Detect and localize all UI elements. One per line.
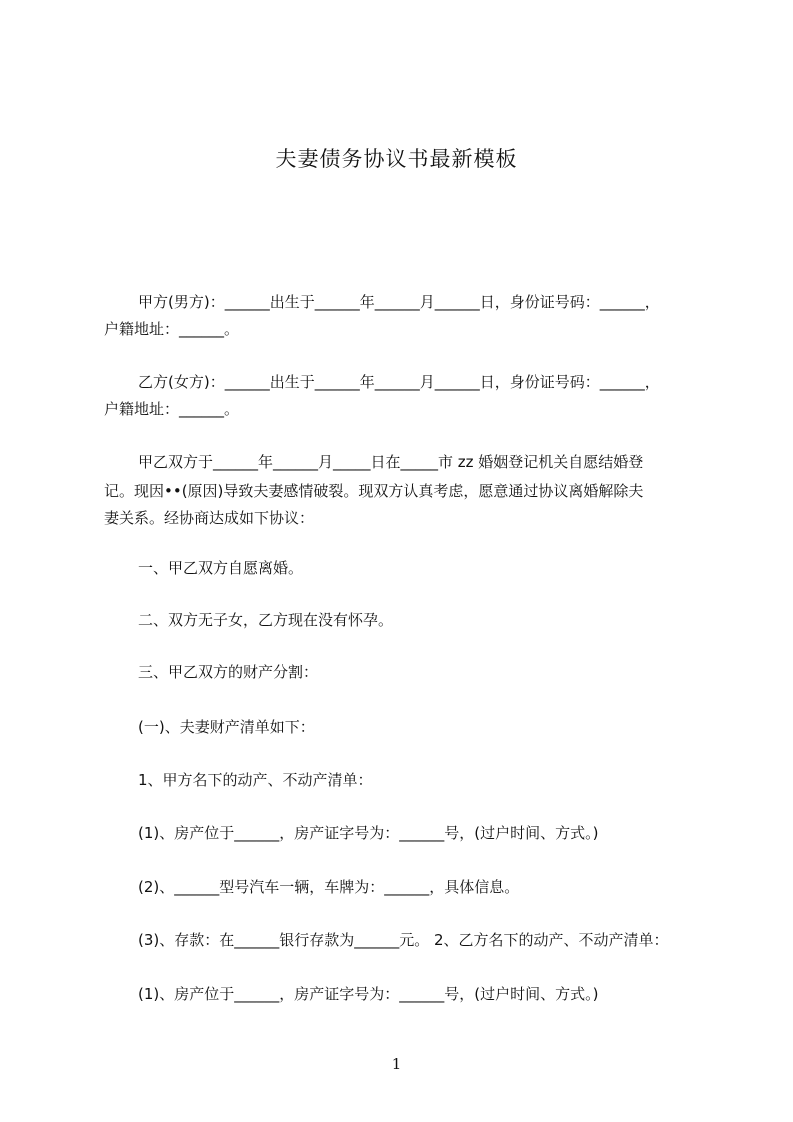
party-b-line-2: 户籍地址：______。 <box>104 400 240 418</box>
intro-continued <box>104 478 704 532</box>
document-title: 夫妻债务协议书最新模板 <box>275 147 518 171</box>
party-a-line-2: 户籍地址：______。 <box>104 320 240 338</box>
intro-line-3: 妻关系。经协商达成如下协议： <box>104 509 315 527</box>
party-b-address <box>104 396 704 423</box>
party-a-address <box>104 316 704 343</box>
party-a-paragraph <box>104 289 738 316</box>
list-a-heading: 1、甲方名下的动产、不动产清单： <box>138 771 373 789</box>
item-b1: (1)、房产位于______，房产证字号为：______号，(过户时间、方式。) <box>138 985 599 1003</box>
intro-paragraph <box>104 449 738 476</box>
clause-3: 三、甲乙双方的财产分割： <box>138 663 319 681</box>
item-a1: (1)、房产位于______，房产证字号为：______号，(过户时间、方式。) <box>138 824 599 842</box>
intro-line-2: 记。现因••(原因)导致夫妻感情破裂。现双方认真考虑，愿意通过协议离婚解除夫 <box>104 482 644 500</box>
page-number: 1 <box>391 1055 402 1073</box>
party-b-line-1: 乙方(女方)：______出生于______年______月______日，身份证号码：______， <box>138 373 660 391</box>
intro-line-1: 甲乙双方于______年______月_____日在_____市 zz 婚姻登记机关自愿结婚登 <box>138 453 644 471</box>
party-b-paragraph <box>104 369 738 396</box>
sub-clause-1: (一)、夫妻财产清单如下： <box>138 718 315 736</box>
clause-1: 一、甲乙双方自愿离婚。 <box>138 559 304 577</box>
party-a-line-1: 甲方(男方)：______出生于______年______月______日，身份证号码：______， <box>138 293 660 311</box>
item-a2: (2)、______型号汽车一辆，车牌为：______，具体信息。 <box>138 878 520 896</box>
item-a3: (3)、存款：在______银行存款为______元。 2、乙方名下的动产、不动产清单： <box>138 931 669 949</box>
clause-2: 二、双方无子女，乙方现在没有怀孕。 <box>138 611 394 629</box>
